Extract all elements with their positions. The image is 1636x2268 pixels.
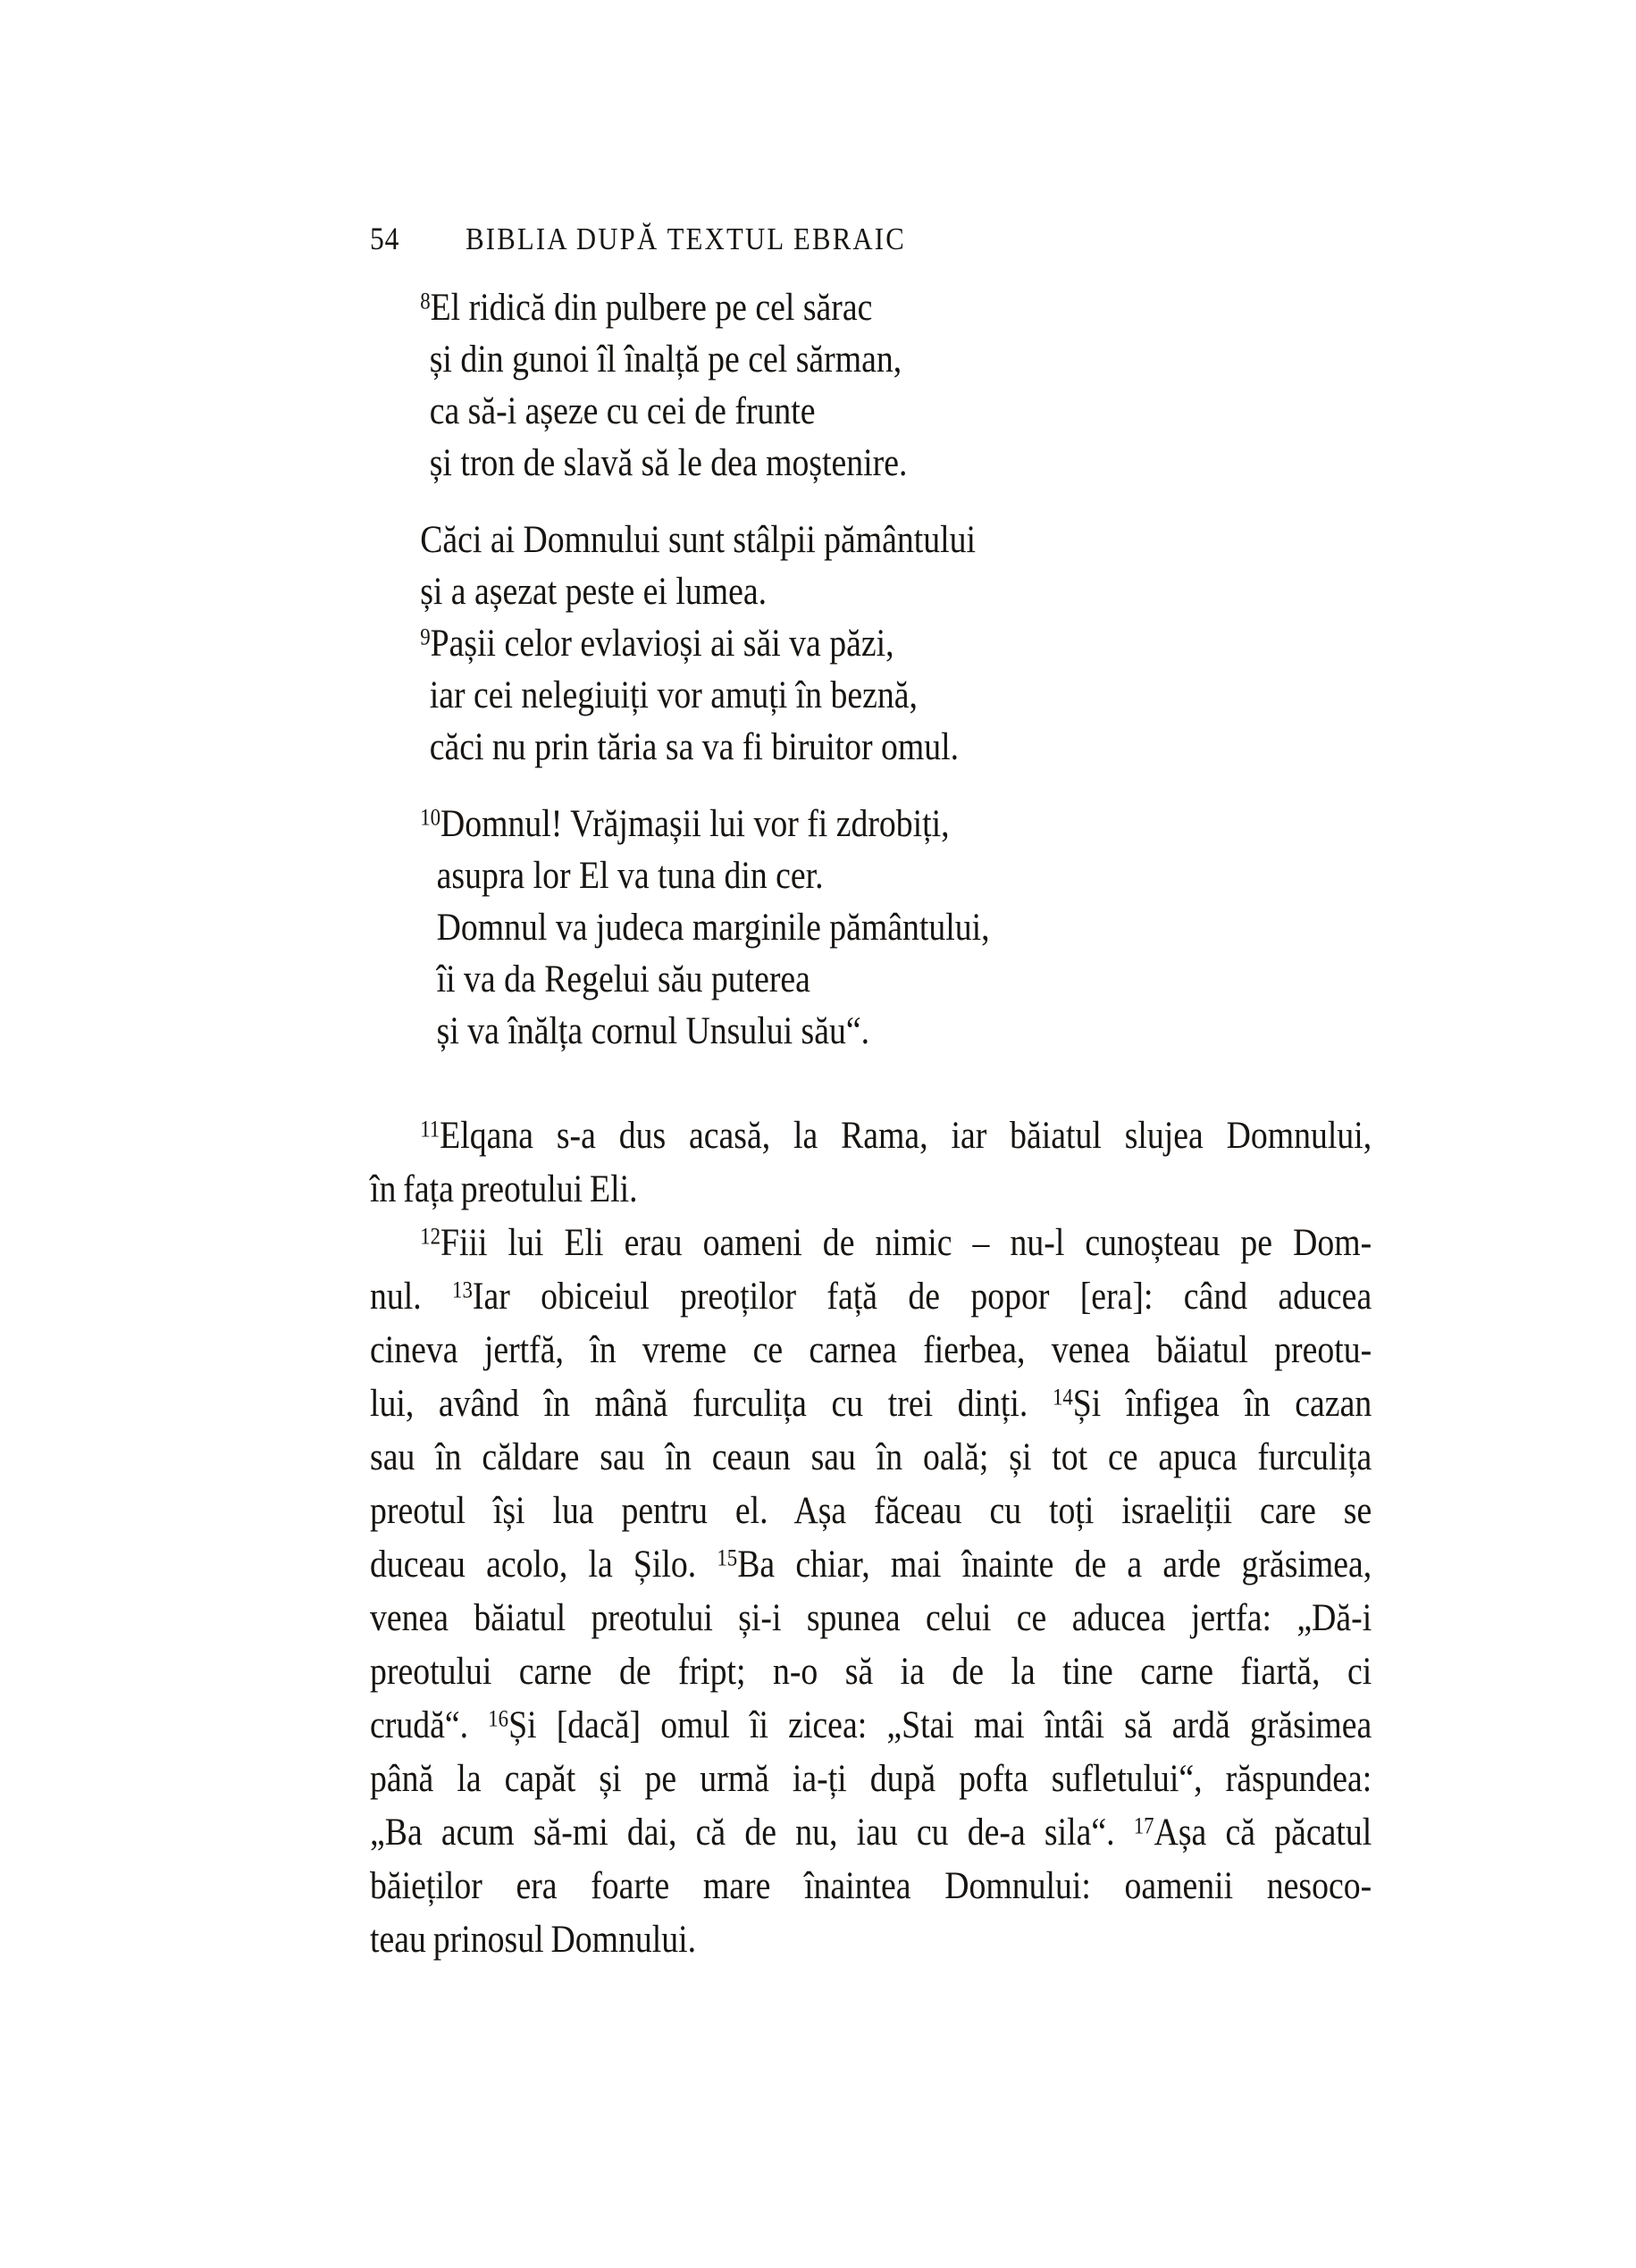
prose-line: lui, având în mână furculița cu trei dinți. $^{14}$Și înfigea în cazan (370, 1383, 1372, 1425)
verse-line: și tron de slavă să le dea moștenire. (429, 442, 908, 484)
poem-section (370, 282, 1374, 1058)
prose-line: în fața preotului Eli. (370, 1168, 638, 1210)
verse-line: Căci ai Domnului sunt stâlpii pământului (420, 519, 977, 561)
verse-number: 8 (420, 288, 431, 314)
verse-number: 10 (420, 804, 441, 831)
verse-stanza-10 (370, 799, 1374, 1058)
verse-line: și a așezat peste ei lumea. (420, 571, 768, 613)
prose-line: până la capăt și pe urmă ia-ți după pofta sufletului“, răspundea: (370, 1758, 1372, 1800)
running-title: BIBLIA DUPĂ TEXTUL EBRAIC (466, 222, 906, 256)
verse-number: 15 (717, 1544, 738, 1571)
verse-number: 16 (488, 1705, 509, 1732)
verse-number: 13 (452, 1276, 473, 1303)
prose-line: sau în căldare sau în ceaun sau în oală; și tot ce apuca furculița (370, 1436, 1372, 1478)
page-content (370, 221, 1374, 1967)
verse-stanza-9 (370, 515, 1374, 774)
prose-line: „Ba acum să-mi dai, că de nu, iau cu de-a sila“. $^{17}$Așa că păcatul (370, 1812, 1372, 1854)
verse-line: $^8$El ridică din pulbere pe cel sărac (420, 287, 873, 329)
prose-line: teau prinosul Domnului. (370, 1919, 697, 1961)
prose-paragraph-12-17 (370, 1217, 1372, 1967)
folio-page-number: 54 (370, 221, 400, 256)
prose-line: $^{12}$Fiii lui Eli erau oameni de nimic – nu-l cunoșteau pe Dom- (420, 1222, 1372, 1264)
prose-line: cineva jertfă, în vreme ce carnea fierbea, venea băiatul preotu- (370, 1329, 1372, 1371)
running-head (370, 221, 1374, 256)
prose-line: crudă“. $^{16}$Și [dacă] omul îi zicea: „Stai mai întâi să ardă grăsimea (370, 1704, 1372, 1746)
verse-line: $^9$Pașii celor evlavioși ai săi va păzi, (420, 623, 894, 665)
prose-section (370, 1109, 1372, 1967)
verse-line: și va înălța cornul Unsului său“. (436, 1010, 870, 1052)
verse-line: ca să-i așeze cu cei de frunte (429, 390, 816, 432)
verse-stanza-8 (370, 282, 1374, 490)
prose-line: duceau acolo, la Șilo. $^{15}$Ba chiar, mai înainte de a arde grăsimea, (370, 1544, 1372, 1586)
verse-number: 11 (420, 1116, 440, 1142)
verse-line: asupra lor El va tuna din cer. (436, 855, 824, 897)
prose-line: preotului carne de fript; n-o să ia de la tine carne fiartă, ci (370, 1651, 1372, 1693)
prose-line: $^{11}$Elqana s-a dus acasă, la Rama, iar băiatul slujea Domnului, (420, 1115, 1372, 1157)
verse-line: și din gunoi îl înalță pe cel sărman, (429, 339, 902, 381)
prose-line: nul. $^{13}$Iar obiceiul preoților față de popor [era]: când aducea (370, 1276, 1372, 1318)
verse-line: Domnul va judeca marginile pământului, (436, 907, 990, 949)
prose-paragraph-11 (370, 1109, 1372, 1217)
verse-line: căci nu prin tăria sa va fi biruitor omul. (429, 726, 960, 768)
verse-line: iar cei nelegiuiți vor amuți în beznă, (429, 674, 918, 716)
prose-line: venea băiatul preotului și-i spunea celui ce aducea jertfa: „Dă-i (370, 1597, 1372, 1639)
verse-number: 14 (1052, 1384, 1073, 1410)
prose-line: băieților era foarte mare înaintea Domnului: oamenii nesoco- (370, 1865, 1372, 1907)
verse-number: 17 (1133, 1812, 1154, 1839)
verse-line: îi va da Regelui său puterea (436, 958, 810, 1000)
prose-line: preotul își lua pentru el. Așa făceau cu toți israeliții care se (370, 1490, 1372, 1532)
verse-number: 12 (420, 1223, 441, 1250)
verse-number: 9 (420, 623, 431, 650)
verse-line: $^{10}$Domnul! Vrăjmașii lui vor fi zdrobiți, (420, 803, 950, 845)
